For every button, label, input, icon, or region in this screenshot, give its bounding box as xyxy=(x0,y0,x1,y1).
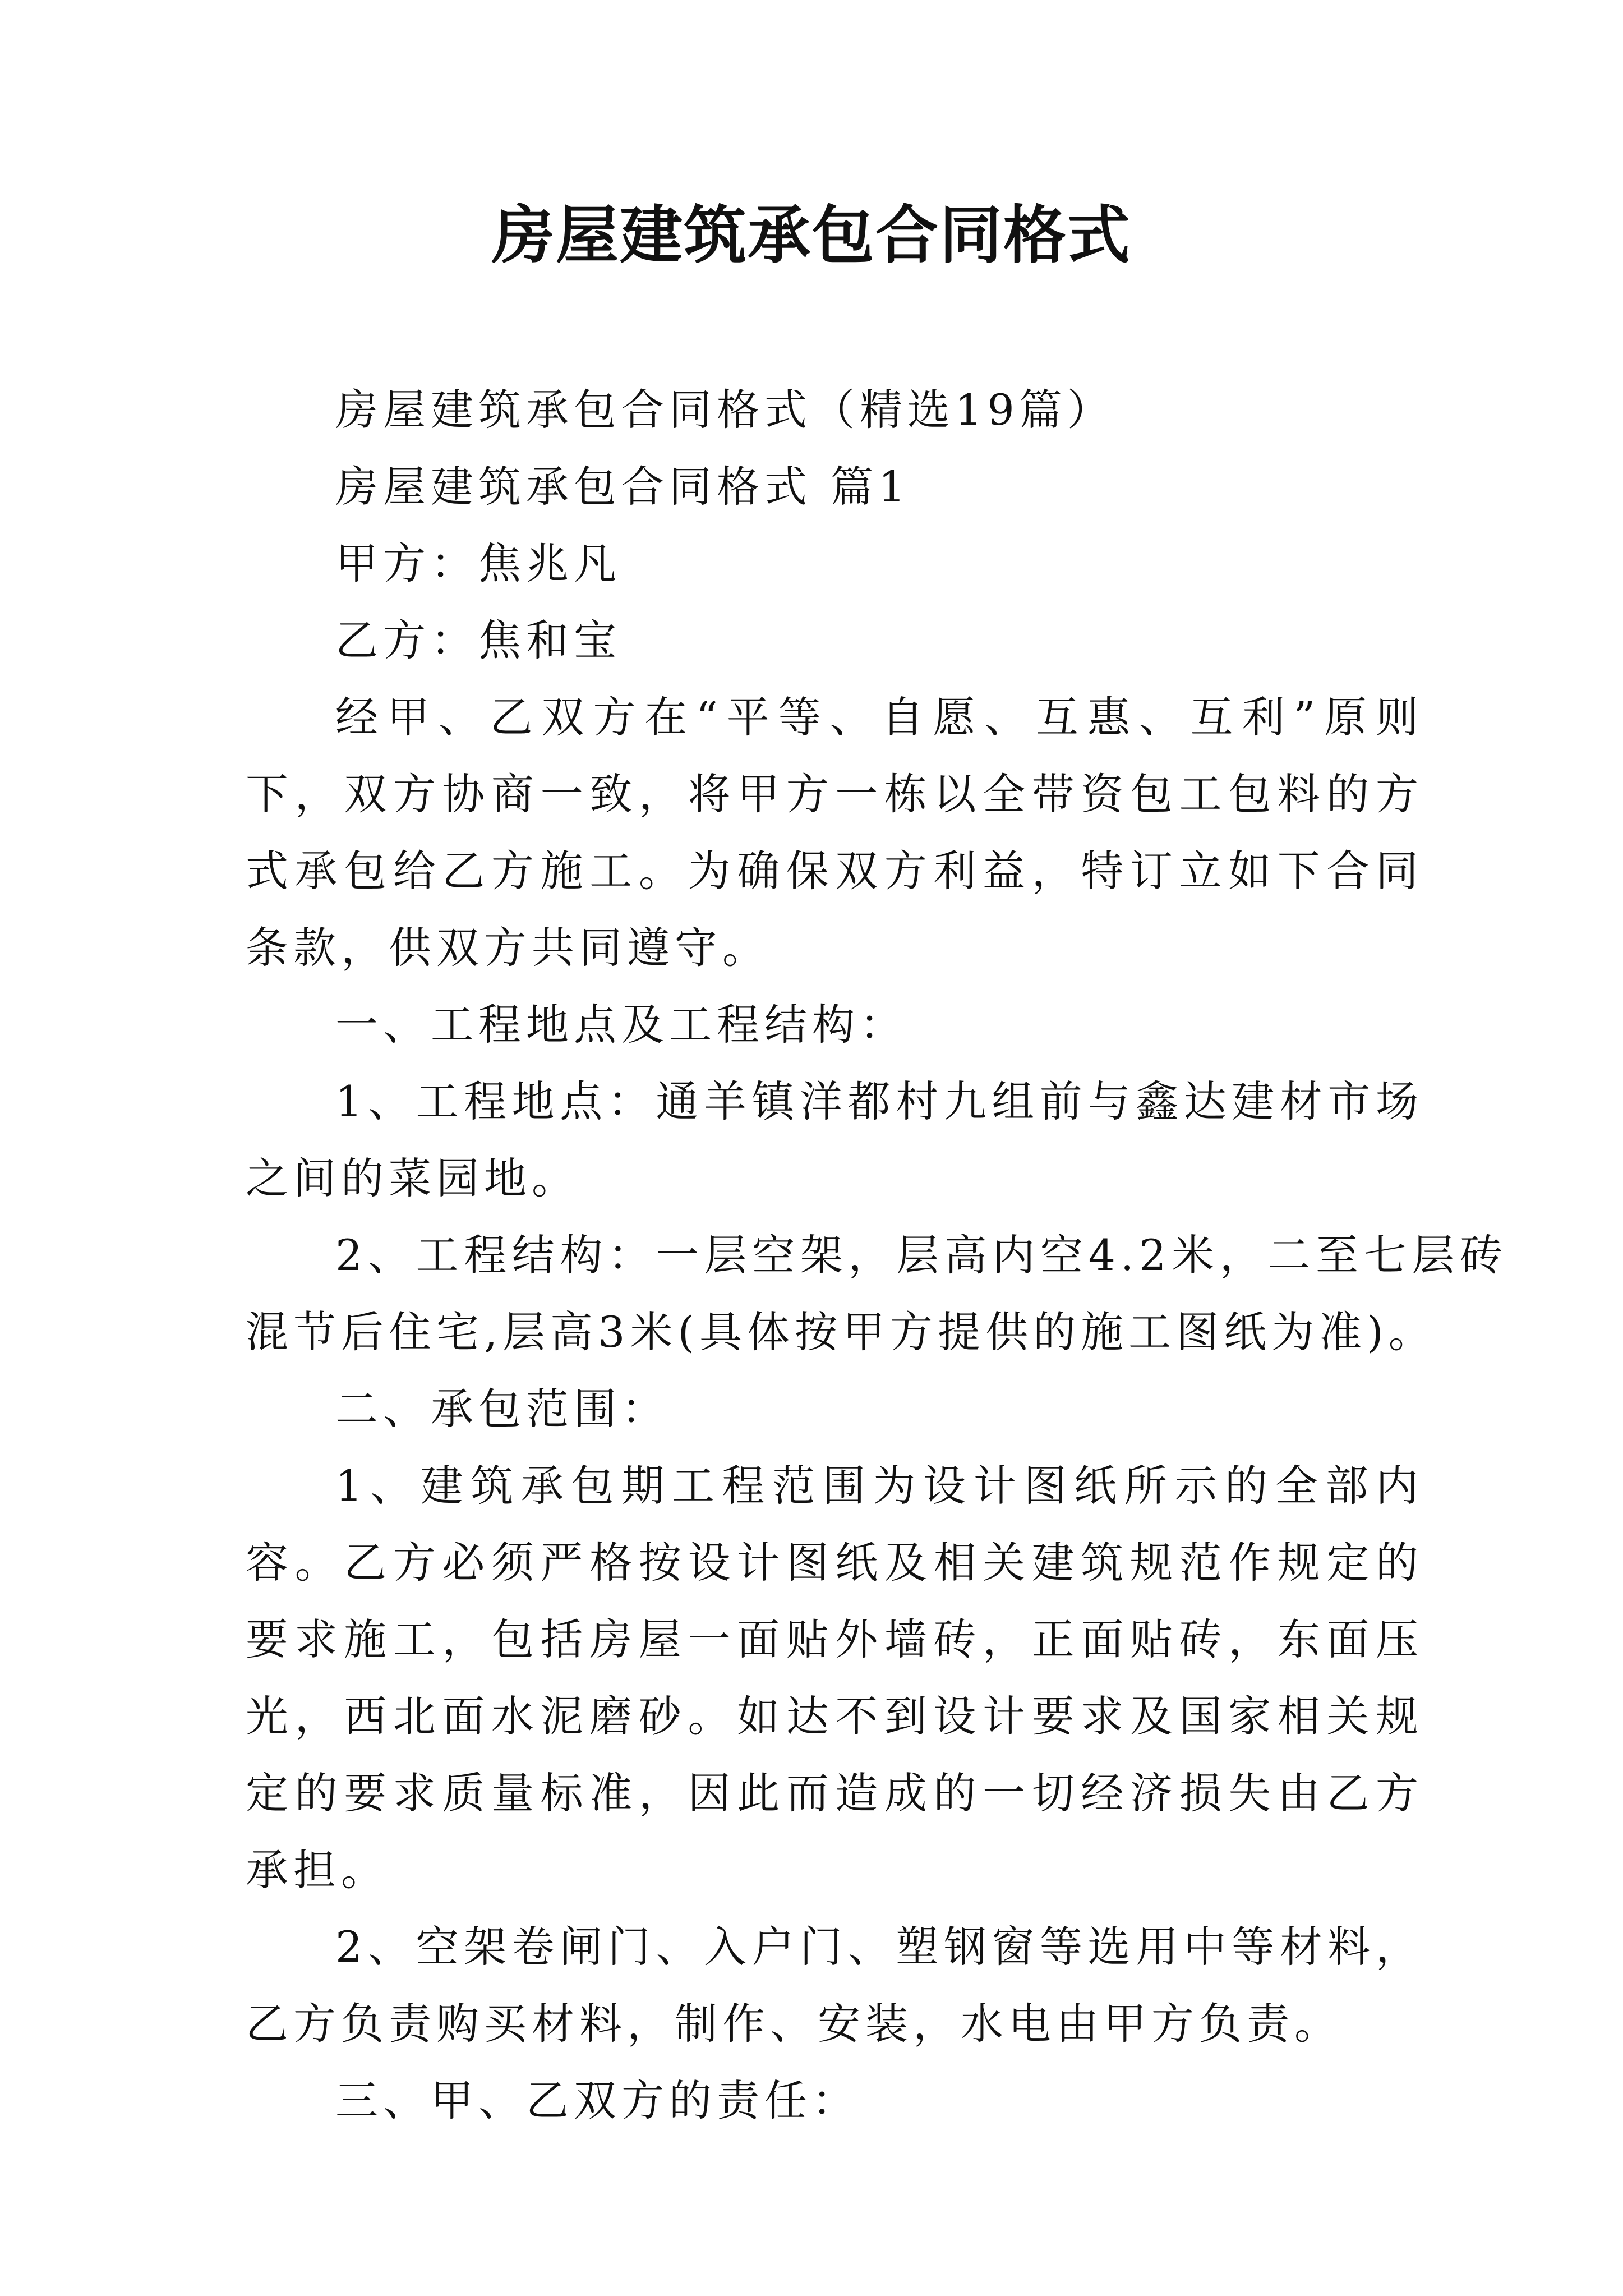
paragraph-party-b: 乙方：焦和宝 xyxy=(335,615,621,665)
paragraph-scope-2: 2、空架卷闸门、入户门、塑钢窗等选用中等材料，乙方负责购买材料，制作、安装，水电由甲方负责。 xyxy=(246,1922,1423,2049)
paragraph-structure: 2、工程结构：一层空架，层高内空4.2米，二至七层砖混节后住宅,层高3米(具体按甲方提供的施工图纸为准)。 xyxy=(246,1230,1507,1357)
paragraph-heading-1: 一、工程地点及工程结构： xyxy=(335,1000,907,1050)
paragraph-preamble: 经甲、乙双方在“平等、自愿、互惠、互利”原则下，双方协商一致，将甲方一栋以全带资包工包料的方式承包给乙方施工。为确保双方利益，特订立如下合同条款，供双方共同遵守。 xyxy=(246,692,1423,973)
document-title: 房屋建筑承包合同格式 xyxy=(492,199,1131,272)
paragraph-scope-1: 1、建筑承包期工程范围为设计图纸所示的全部内容。乙方必须严格按设计图纸及相关建筑规范作规定的要求施工，包括房屋一面贴外墙砖，正面贴砖，东面压光，西北面水泥磨砂。如达不到设计要求及国家相关规定的要求质量标准，因此而造成的一切经济损失由乙方承担。 xyxy=(246,1461,1423,1895)
paragraph-party-a: 甲方：焦兆凡 xyxy=(335,539,621,588)
paragraph-subtitle: 房屋建筑承包合同格式（精选19篇） xyxy=(335,385,1115,435)
paragraph-location: 1、工程地点：通羊镇洋都村九组前与鑫达建材市场之间的菜园地。 xyxy=(246,1076,1423,1203)
paragraph-heading-3: 三、甲、乙双方的责任： xyxy=(335,2076,860,2125)
paragraph-section-heading: 房屋建筑承包合同格式 篇1 xyxy=(335,462,911,512)
paragraph-heading-2: 二、承包范围： xyxy=(335,1384,669,1434)
document-body xyxy=(246,371,1507,2139)
